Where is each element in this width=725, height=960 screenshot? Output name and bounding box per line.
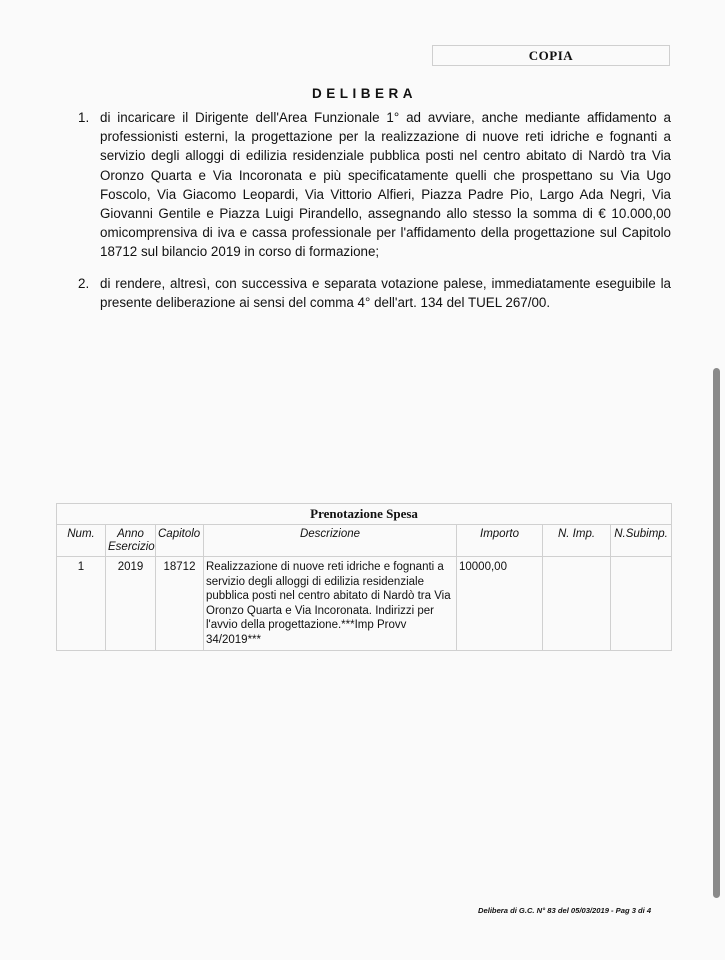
column-header-num: Num. bbox=[57, 525, 106, 557]
page-title: DELIBERA bbox=[311, 86, 417, 101]
prenotazione-spesa-table bbox=[56, 503, 672, 651]
column-header-descrizione: Descrizione bbox=[204, 525, 457, 557]
vertical-scrollbar[interactable] bbox=[713, 368, 720, 898]
list-item bbox=[78, 108, 671, 262]
deliberation-list bbox=[78, 108, 671, 324]
list-item bbox=[78, 274, 671, 312]
cell-anno: 2019 bbox=[106, 557, 156, 651]
cell-n-subimp bbox=[611, 557, 672, 651]
column-header-capitolo: Capitolo bbox=[156, 525, 204, 557]
item-number: 1. bbox=[78, 110, 90, 125]
item-text: di incaricare il Dirigente dell'Area Funzionale 1° ad avviare, anche mediante affidamento a professionisti esterni, la progettazione per la realizzazione di nuove reti idriche e fognanti a servizio degli alloggi di edilizia residenziale pubblica posti nel centro abitato di Nardò tra Via Oronzo Quarta e Via Incoronata e più specificatamente quelli che prospettano su Via Ugo Foscolo, Via Giacomo Leopardi, Via Vittorio Alfieri, Piazza Padre Pio, Largo Ada Negri, Via Giovanni Gentile e Piazza Luigi Pirandello, assegnando allo stesso la somma di € 10.000,00 omicomprensiva di iva e cassa professionale per l'affidamento della progettazione sul Capitolo 18712 sul bilancio 2019 in corso di formazione; bbox=[100, 110, 671, 260]
cell-capitolo: 18712 bbox=[156, 557, 204, 651]
cell-importo: 10000,00 bbox=[457, 557, 543, 651]
item-number: 2. bbox=[78, 275, 90, 291]
cell-n-imp bbox=[543, 557, 611, 651]
column-header-importo: Importo bbox=[457, 525, 543, 557]
column-header-anno: Anno Esercizio bbox=[106, 525, 156, 557]
column-header-n-imp: N. Imp. bbox=[543, 525, 611, 557]
copia-label: COPIA bbox=[432, 45, 670, 66]
column-header-n-subimp: N.Subimp. bbox=[611, 525, 672, 557]
table-caption: Prenotazione Spesa bbox=[57, 504, 672, 525]
table-header-row bbox=[57, 525, 672, 557]
cell-num: 1 bbox=[57, 557, 106, 651]
table-row bbox=[57, 557, 672, 651]
cell-descrizione: Realizzazione di nuove reti idriche e fognanti a servizio degli alloggi di edilizia residenziale pubblica posti nel centro abitato di Nardò tra Via Oronzo Quarta e Via Incoronata. Indirizzi per l'avvio della progettazione.***Imp Provv 34/2019*** bbox=[204, 557, 457, 651]
item-text: di rendere, altresì, con successiva e separata votazione palese, immediatamente eseguibile la presente deliberazione ai sensi del comma 4° dell'art. 134 del TUEL 267/00. bbox=[100, 275, 671, 310]
page-footer: Delibera di G.C. N° 83 del 05/03/2019 - Pag 3 di 4 bbox=[478, 906, 652, 915]
